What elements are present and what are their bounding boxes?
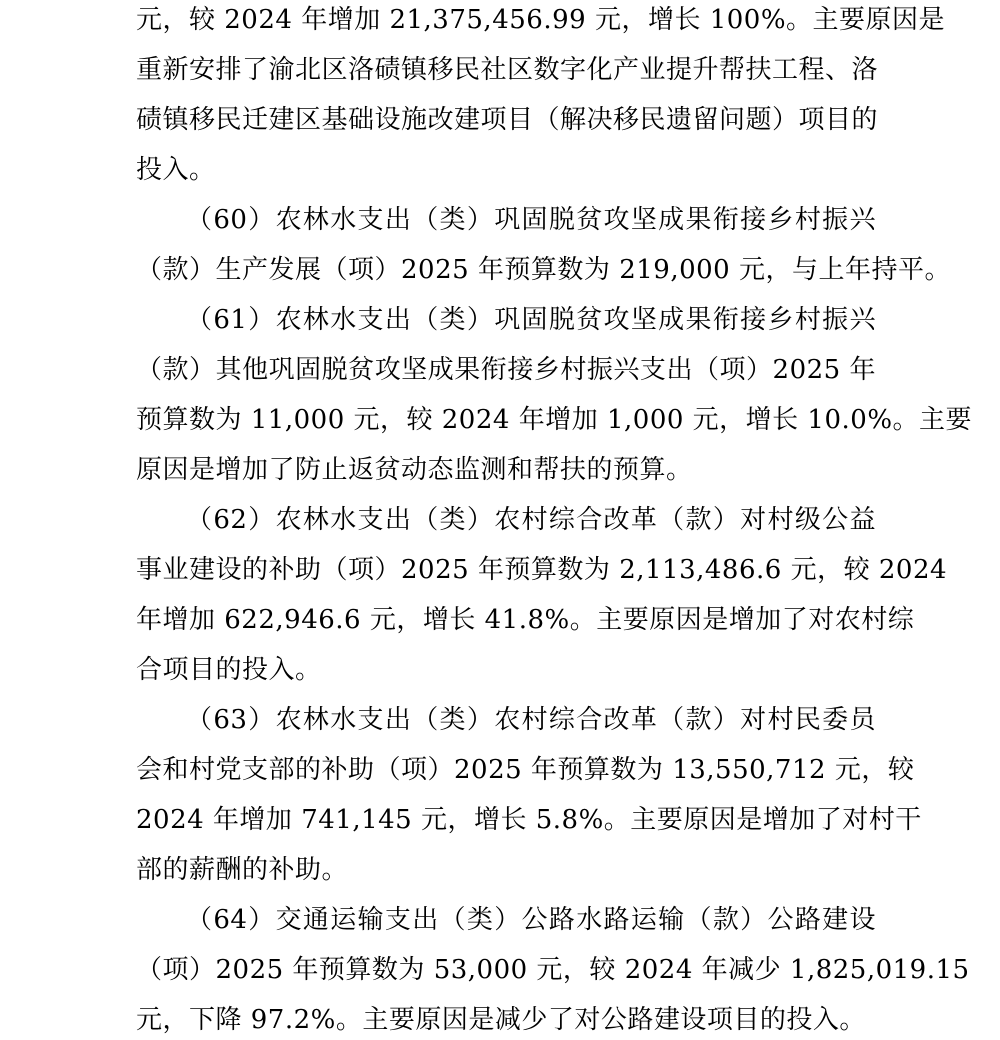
paragraph-59-line-4: 投入。	[136, 155, 216, 185]
paragraph-63-line-1: （63）农林水支出（类）农村综合改革（款）对村民委员	[186, 705, 876, 735]
paragraph-60-line-1: （60）农林水支出（类）巩固脱贫攻坚成果衔接乡村振兴	[186, 205, 876, 235]
paragraph-59-line-1: 元，较 2024 年增加 21,375,456.99 元，增长 100%。主要原因是	[136, 5, 946, 35]
paragraph-61-line-3: 预算数为 11,000 元，较 2024 年增加 1,000 元，增长 10.0%。主要	[136, 405, 973, 435]
paragraph-64-line-2: （项）2025 年预算数为 53,000 元，较 2024 年减少 1,825,019.15	[136, 955, 970, 985]
paragraph-64-line-1: （64）交通运输支出（类）公路水路运输（款）公路建设	[186, 905, 876, 935]
paragraph-63-line-4: 部的薪酬的补助。	[136, 855, 349, 885]
paragraph-63-line-3: 2024 年增加 741,145 元，增长 5.8%。主要原因是增加了对村干	[136, 805, 922, 835]
paragraph-61-line-2: （款）其他巩固脱贫攻坚成果衔接乡村振兴支出（项）2025 年	[136, 355, 876, 385]
paragraph-59-line-2: 重新安排了渝北区洛碛镇移民社区数字化产业提升帮扶工程、洛	[136, 55, 879, 85]
paragraph-59-line-3: 碛镇移民迁建区基础设施改建项目（解决移民遗留问题）项目的	[136, 105, 879, 135]
paragraph-63-line-2: 会和村党支部的补助（项）2025 年预算数为 13,550,712 元，较	[136, 755, 915, 785]
paragraph-64-line-3: 元，下降 97.2%。主要原因是减少了对公路建设项目的投入。	[136, 1005, 866, 1035]
paragraph-62-line-4: 合项目的投入。	[136, 655, 322, 685]
paragraph-61-line-1: （61）农林水支出（类）巩固脱贫攻坚成果衔接乡村振兴	[186, 305, 876, 335]
paragraph-62-line-3: 年增加 622,946.6 元，增长 41.8%。主要原因是增加了对农村综	[136, 605, 915, 635]
paragraph-62-line-1: （62）农林水支出（类）农村综合改革（款）对村级公益	[186, 505, 876, 535]
paragraph-61-line-4: 原因是增加了防止返贫动态监测和帮扶的预算。	[136, 455, 693, 485]
paragraph-60-line-2: （款）生产发展（项）2025 年预算数为 219,000 元，与上年持平。	[136, 255, 951, 285]
paragraph-62-line-2: 事业建设的补助（项）2025 年预算数为 2,113,486.6 元，较 2024	[136, 555, 948, 585]
